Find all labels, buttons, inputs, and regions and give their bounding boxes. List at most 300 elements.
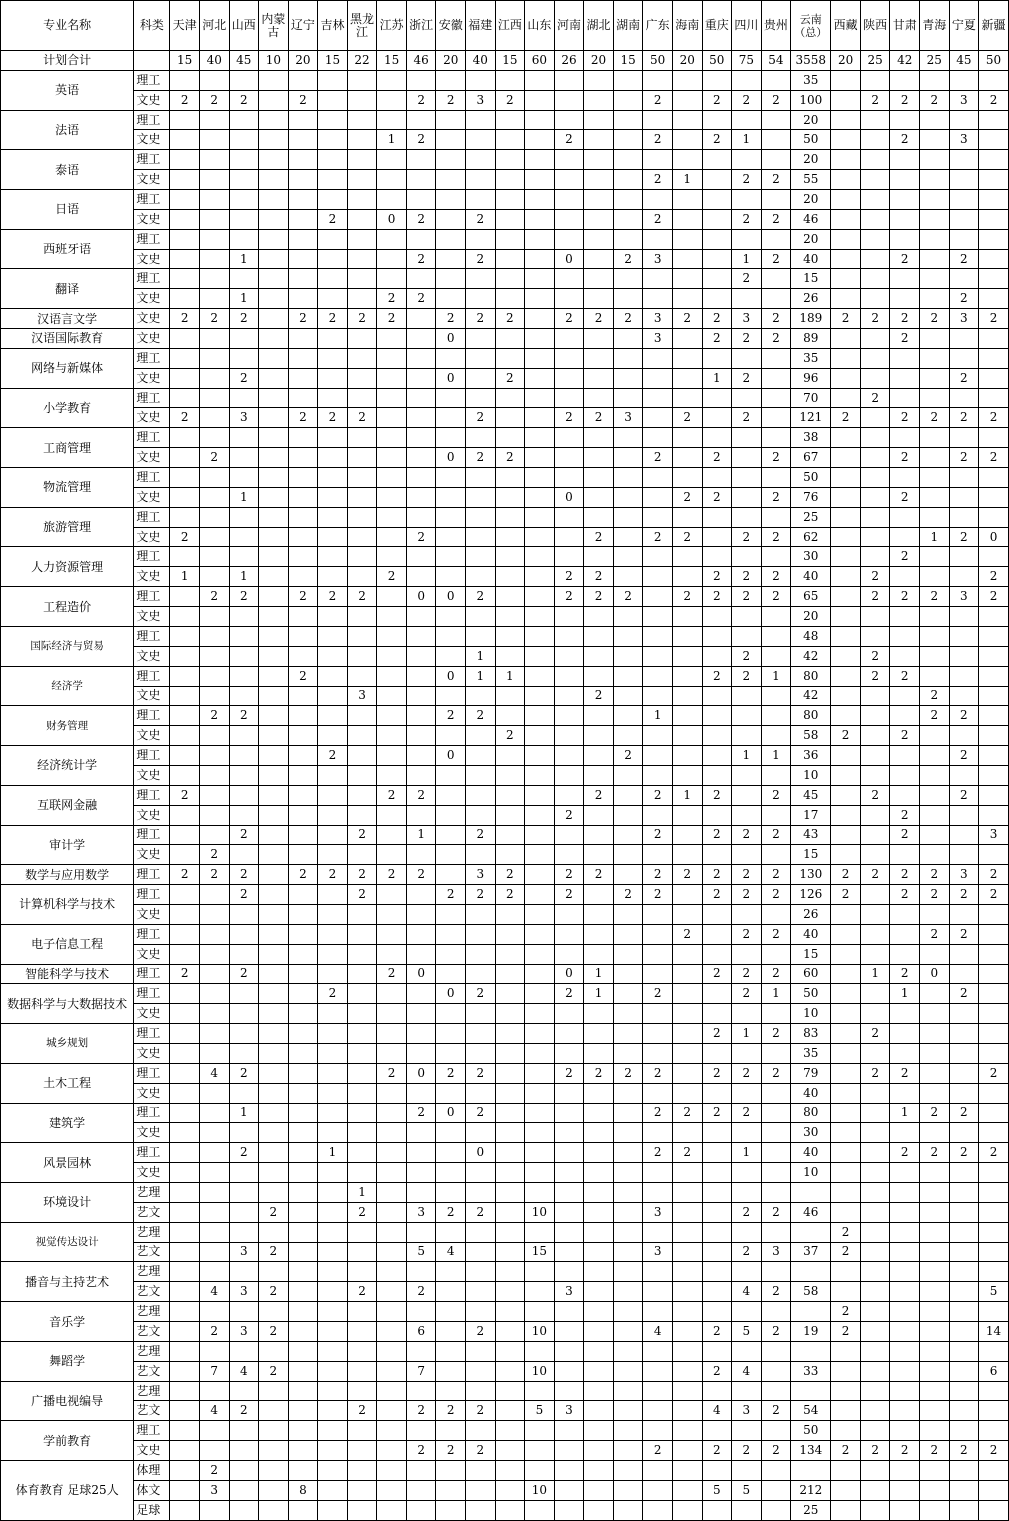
- quota-cell: 79: [791, 1063, 831, 1083]
- quota-cell: 10: [525, 1361, 555, 1381]
- quota-cell: [229, 130, 259, 150]
- table-row: [1, 626, 1009, 646]
- quota-cell: [525, 944, 555, 964]
- quota-cell: [979, 329, 1009, 349]
- quota-cell: 60: [791, 964, 831, 984]
- quota-cell: [672, 885, 702, 905]
- quota-cell: 2: [702, 567, 732, 587]
- quota-cell: 3: [643, 329, 673, 349]
- quota-cell: [613, 368, 643, 388]
- quota-cell: [495, 567, 525, 587]
- quota-cell: [436, 1381, 466, 1401]
- quota-cell: 2: [831, 885, 861, 905]
- quota-cell: [318, 388, 348, 408]
- quota-cell: 4: [732, 1361, 762, 1381]
- quota-cell: [613, 984, 643, 1004]
- totals-value: 60: [525, 51, 555, 71]
- quota-cell: 0: [554, 964, 584, 984]
- quota-cell: [199, 904, 229, 924]
- category-cell: 理工: [134, 706, 170, 726]
- quota-cell: [318, 785, 348, 805]
- quota-cell: [170, 547, 200, 567]
- quota-cell: [732, 1123, 762, 1143]
- quota-cell: [525, 666, 555, 686]
- quota-cell: 10: [791, 1004, 831, 1024]
- quota-cell: 2: [436, 706, 466, 726]
- quota-cell: 2: [406, 209, 436, 229]
- quota-cell: [831, 1461, 861, 1481]
- table-row: [1, 90, 1009, 110]
- quota-cell: [318, 825, 348, 845]
- quota-cell: 2: [702, 1103, 732, 1123]
- quota-cell: [525, 785, 555, 805]
- category-cell: 文史: [134, 646, 170, 666]
- quota-cell: [920, 845, 950, 865]
- quota-cell: [643, 567, 673, 587]
- quota-cell: 20: [791, 229, 831, 249]
- quota-cell: [761, 1222, 791, 1242]
- quota-cell: [979, 1262, 1009, 1282]
- quota-cell: [377, 1024, 407, 1044]
- quota-cell: [495, 1421, 525, 1441]
- quota-cell: [791, 1461, 831, 1481]
- quota-cell: [318, 1381, 348, 1401]
- quota-cell: 2: [170, 785, 200, 805]
- totals-value: 50: [702, 51, 732, 71]
- quota-cell: [199, 885, 229, 905]
- quota-cell: [525, 626, 555, 646]
- quota-cell: 2: [584, 309, 614, 329]
- quota-cell: [288, 289, 318, 309]
- quota-cell: [377, 1083, 407, 1103]
- quota-cell: [495, 1262, 525, 1282]
- quota-cell: [672, 1024, 702, 1044]
- quota-cell: [672, 1421, 702, 1441]
- quota-cell: [672, 1004, 702, 1024]
- quota-cell: [466, 229, 496, 249]
- quota-cell: [672, 1043, 702, 1063]
- quota-cell: [288, 1103, 318, 1123]
- quota-cell: [377, 348, 407, 368]
- quota-cell: [170, 1500, 200, 1520]
- quota-cell: [584, 130, 614, 150]
- quota-cell: 2: [554, 885, 584, 905]
- quota-cell: [406, 1480, 436, 1500]
- quota-cell: [920, 229, 950, 249]
- quota-cell: [672, 348, 702, 368]
- quota-cell: [229, 845, 259, 865]
- quota-cell: [643, 468, 673, 488]
- quota-cell: [791, 1341, 831, 1361]
- quota-cell: [672, 984, 702, 1004]
- quota-cell: [525, 487, 555, 507]
- quota-cell: [229, 1421, 259, 1441]
- quota-cell: [495, 924, 525, 944]
- quota-cell: [920, 984, 950, 1004]
- quota-cell: [406, 845, 436, 865]
- quota-cell: [890, 368, 920, 388]
- quota-cell: [259, 170, 289, 190]
- quota-cell: 2: [672, 408, 702, 428]
- quota-cell: 2: [495, 885, 525, 905]
- quota-cell: [466, 746, 496, 766]
- quota-cell: [495, 1500, 525, 1520]
- quota-cell: [170, 269, 200, 289]
- table-row: [1, 1103, 1009, 1123]
- quota-cell: 2: [920, 1143, 950, 1163]
- quota-cell: [643, 1381, 673, 1401]
- quota-cell: [732, 845, 762, 865]
- quota-cell: 2: [199, 1461, 229, 1481]
- quota-cell: [920, 785, 950, 805]
- quota-cell: [920, 269, 950, 289]
- quota-cell: [920, 1163, 950, 1183]
- quota-cell: [554, 845, 584, 865]
- quota-cell: [436, 785, 466, 805]
- quota-cell: [436, 726, 466, 746]
- quota-cell: [672, 726, 702, 746]
- quota-cell: [495, 1461, 525, 1481]
- quota-cell: [199, 1163, 229, 1183]
- table-row: [1, 527, 1009, 547]
- quota-cell: [466, 269, 496, 289]
- quota-cell: 2: [436, 309, 466, 329]
- quota-cell: [584, 507, 614, 527]
- quota-cell: [584, 607, 614, 627]
- quota-cell: [672, 249, 702, 269]
- table-row: [1, 805, 1009, 825]
- quota-cell: [979, 130, 1009, 150]
- quota-cell: 3: [949, 587, 979, 607]
- quota-cell: [920, 468, 950, 488]
- quota-cell: [406, 607, 436, 627]
- quota-cell: [406, 150, 436, 170]
- quota-cell: [831, 1182, 861, 1202]
- quota-cell: [584, 428, 614, 448]
- quota-cell: [229, 1222, 259, 1242]
- quota-cell: [890, 1004, 920, 1024]
- quota-cell: [584, 547, 614, 567]
- quota-cell: [761, 1480, 791, 1500]
- table-row: [1, 726, 1009, 746]
- major-name: 体育教育 足球25人: [1, 1461, 134, 1521]
- quota-cell: [920, 746, 950, 766]
- quota-cell: [584, 1441, 614, 1461]
- quota-cell: 40: [791, 1083, 831, 1103]
- quota-cell: [288, 1302, 318, 1322]
- quota-cell: [466, 845, 496, 865]
- quota-cell: [979, 944, 1009, 964]
- quota-cell: [525, 408, 555, 428]
- quota-cell: [406, 110, 436, 130]
- quota-cell: 40: [791, 567, 831, 587]
- quota-cell: [170, 487, 200, 507]
- quota-cell: [613, 110, 643, 130]
- quota-cell: [979, 785, 1009, 805]
- quota-cell: [584, 448, 614, 468]
- header-province: 安徽: [436, 1, 466, 51]
- quota-cell: [347, 805, 377, 825]
- quota-cell: [860, 1043, 890, 1063]
- quota-cell: [890, 348, 920, 368]
- quota-cell: [860, 249, 890, 269]
- quota-cell: [890, 746, 920, 766]
- quota-cell: 2: [761, 1322, 791, 1342]
- quota-cell: 121: [791, 408, 831, 428]
- quota-cell: 2: [949, 1441, 979, 1461]
- quota-cell: [890, 1043, 920, 1063]
- quota-cell: [259, 448, 289, 468]
- quota-cell: 2: [584, 785, 614, 805]
- quota-cell: 2: [672, 587, 702, 607]
- quota-cell: [318, 1341, 348, 1361]
- quota-cell: [406, 706, 436, 726]
- quota-cell: [791, 1262, 831, 1282]
- quota-cell: 2: [732, 368, 762, 388]
- quota-cell: 2: [436, 1441, 466, 1461]
- quota-cell: [347, 1163, 377, 1183]
- quota-cell: [229, 1182, 259, 1202]
- quota-cell: [702, 289, 732, 309]
- quota-cell: [860, 547, 890, 567]
- category-cell: 文史: [134, 1083, 170, 1103]
- quota-cell: [613, 70, 643, 90]
- quota-cell: 2: [702, 825, 732, 845]
- category-cell: 艺文: [134, 1401, 170, 1421]
- category-cell: 理工: [134, 468, 170, 488]
- quota-cell: [831, 110, 861, 130]
- quota-cell: [613, 1143, 643, 1163]
- quota-cell: [199, 348, 229, 368]
- quota-cell: [170, 1123, 200, 1143]
- quota-cell: [318, 1043, 348, 1063]
- quota-cell: [643, 1341, 673, 1361]
- table-row: [1, 130, 1009, 150]
- quota-cell: [495, 348, 525, 368]
- quota-cell: 20: [791, 150, 831, 170]
- quota-cell: [347, 785, 377, 805]
- quota-cell: [406, 567, 436, 587]
- category-cell: 文史: [134, 845, 170, 865]
- quota-cell: 0: [406, 587, 436, 607]
- quota-cell: [860, 726, 890, 746]
- quota-cell: [377, 1381, 407, 1401]
- quota-cell: 2: [613, 587, 643, 607]
- table-row: [1, 468, 1009, 488]
- quota-cell: 2: [890, 408, 920, 428]
- quota-cell: [672, 765, 702, 785]
- quota-cell: [377, 90, 407, 110]
- quota-cell: [525, 388, 555, 408]
- quota-cell: [525, 507, 555, 527]
- quota-cell: [732, 904, 762, 924]
- major-name: 广播电视编导: [1, 1381, 134, 1421]
- quota-cell: [347, 944, 377, 964]
- quota-cell: [199, 329, 229, 349]
- quota-cell: [288, 1024, 318, 1044]
- quota-cell: [525, 904, 555, 924]
- quota-cell: 2: [732, 1202, 762, 1222]
- quota-cell: [436, 388, 466, 408]
- quota-cell: [920, 1421, 950, 1441]
- quota-cell: [288, 468, 318, 488]
- quota-cell: [702, 944, 732, 964]
- quota-cell: [643, 408, 673, 428]
- quota-cell: [436, 170, 466, 190]
- quota-cell: [554, 329, 584, 349]
- quota-cell: [831, 428, 861, 448]
- quota-cell: [672, 1322, 702, 1342]
- quota-cell: 2: [702, 1322, 732, 1342]
- quota-cell: 46: [791, 1202, 831, 1222]
- quota-cell: [259, 607, 289, 627]
- quota-cell: [288, 190, 318, 210]
- quota-cell: [584, 1004, 614, 1024]
- quota-cell: [761, 1123, 791, 1143]
- quota-cell: [406, 1421, 436, 1441]
- quota-cell: [377, 70, 407, 90]
- quota-cell: [949, 904, 979, 924]
- quota-cell: 2: [466, 706, 496, 726]
- quota-cell: [732, 388, 762, 408]
- quota-cell: [199, 746, 229, 766]
- quota-cell: 4: [199, 1401, 229, 1421]
- quota-cell: [288, 1461, 318, 1481]
- quota-cell: 2: [702, 666, 732, 686]
- quota-cell: [584, 1480, 614, 1500]
- quota-cell: [525, 1262, 555, 1282]
- quota-cell: [495, 1282, 525, 1302]
- quota-cell: [199, 1302, 229, 1322]
- quota-cell: [643, 1480, 673, 1500]
- quota-cell: 2: [890, 249, 920, 269]
- quota-cell: [347, 348, 377, 368]
- quota-cell: [436, 209, 466, 229]
- quota-cell: 2: [199, 706, 229, 726]
- quota-cell: [860, 944, 890, 964]
- quota-cell: 8: [288, 1480, 318, 1500]
- quota-cell: [377, 924, 407, 944]
- quota-cell: [406, 1123, 436, 1143]
- quota-cell: [672, 150, 702, 170]
- quota-cell: [831, 1083, 861, 1103]
- quota-cell: [259, 805, 289, 825]
- quota-cell: [406, 666, 436, 686]
- totals-value: 54: [761, 51, 791, 71]
- major-name: 风景园林: [1, 1143, 134, 1183]
- quota-cell: [259, 1381, 289, 1401]
- quota-cell: [643, 190, 673, 210]
- category-cell: 文史: [134, 1163, 170, 1183]
- quota-cell: [170, 706, 200, 726]
- quota-cell: [199, 1341, 229, 1361]
- quota-cell: [495, 845, 525, 865]
- quota-cell: [199, 70, 229, 90]
- quota-cell: 83: [791, 1024, 831, 1044]
- quota-cell: [554, 70, 584, 90]
- quota-cell: [259, 70, 289, 90]
- quota-cell: [831, 170, 861, 190]
- quota-cell: [613, 805, 643, 825]
- quota-cell: [831, 805, 861, 825]
- quota-cell: [920, 567, 950, 587]
- quota-cell: [288, 130, 318, 150]
- quota-cell: [170, 348, 200, 368]
- quota-cell: [259, 130, 289, 150]
- quota-cell: [170, 190, 200, 210]
- quota-cell: [949, 1322, 979, 1342]
- quota-cell: [525, 984, 555, 1004]
- quota-cell: 3: [466, 865, 496, 885]
- quota-cell: [761, 428, 791, 448]
- quota-cell: [584, 329, 614, 349]
- category-cell: 理工: [134, 388, 170, 408]
- quota-cell: [672, 1222, 702, 1242]
- quota-cell: [259, 110, 289, 130]
- quota-cell: [466, 527, 496, 547]
- quota-cell: [466, 388, 496, 408]
- quota-cell: [259, 269, 289, 289]
- quota-cell: [436, 1480, 466, 1500]
- quota-cell: [831, 130, 861, 150]
- quota-cell: 2: [831, 726, 861, 746]
- quota-cell: 2: [920, 706, 950, 726]
- quota-cell: [643, 726, 673, 746]
- quota-cell: 19: [791, 1322, 831, 1342]
- quota-cell: [920, 726, 950, 746]
- quota-cell: [613, 547, 643, 567]
- quota-cell: [347, 1123, 377, 1143]
- quota-cell: 2: [890, 1063, 920, 1083]
- quota-cell: 2: [229, 1143, 259, 1163]
- quota-cell: [554, 289, 584, 309]
- quota-cell: [979, 70, 1009, 90]
- quota-cell: 2: [761, 1063, 791, 1083]
- category-cell: 理工: [134, 547, 170, 567]
- quota-cell: [949, 170, 979, 190]
- quota-cell: [199, 388, 229, 408]
- quota-cell: 70: [791, 388, 831, 408]
- quota-cell: [732, 348, 762, 368]
- quota-cell: [920, 1083, 950, 1103]
- quota-cell: [860, 805, 890, 825]
- quota-cell: [554, 1123, 584, 1143]
- quota-cell: [613, 209, 643, 229]
- quota-cell: [229, 70, 259, 90]
- quota-cell: [613, 825, 643, 845]
- quota-cell: [702, 1182, 732, 1202]
- quota-cell: 2: [554, 1063, 584, 1083]
- quota-cell: 2: [890, 309, 920, 329]
- quota-cell: [377, 507, 407, 527]
- quota-cell: [495, 1322, 525, 1342]
- quota-cell: [259, 1163, 289, 1183]
- quota-cell: [613, 1282, 643, 1302]
- quota-cell: 2: [643, 527, 673, 547]
- quota-cell: [377, 190, 407, 210]
- quota-cell: [643, 1361, 673, 1381]
- quota-cell: [525, 1063, 555, 1083]
- quota-cell: [761, 1341, 791, 1361]
- quota-cell: [554, 1262, 584, 1282]
- quota-cell: [860, 924, 890, 944]
- quota-cell: [890, 1421, 920, 1441]
- major-name: 学前教育: [1, 1421, 134, 1461]
- quota-cell: 2: [761, 487, 791, 507]
- quota-cell: [288, 984, 318, 1004]
- quota-cell: [613, 626, 643, 646]
- quota-cell: 2: [554, 309, 584, 329]
